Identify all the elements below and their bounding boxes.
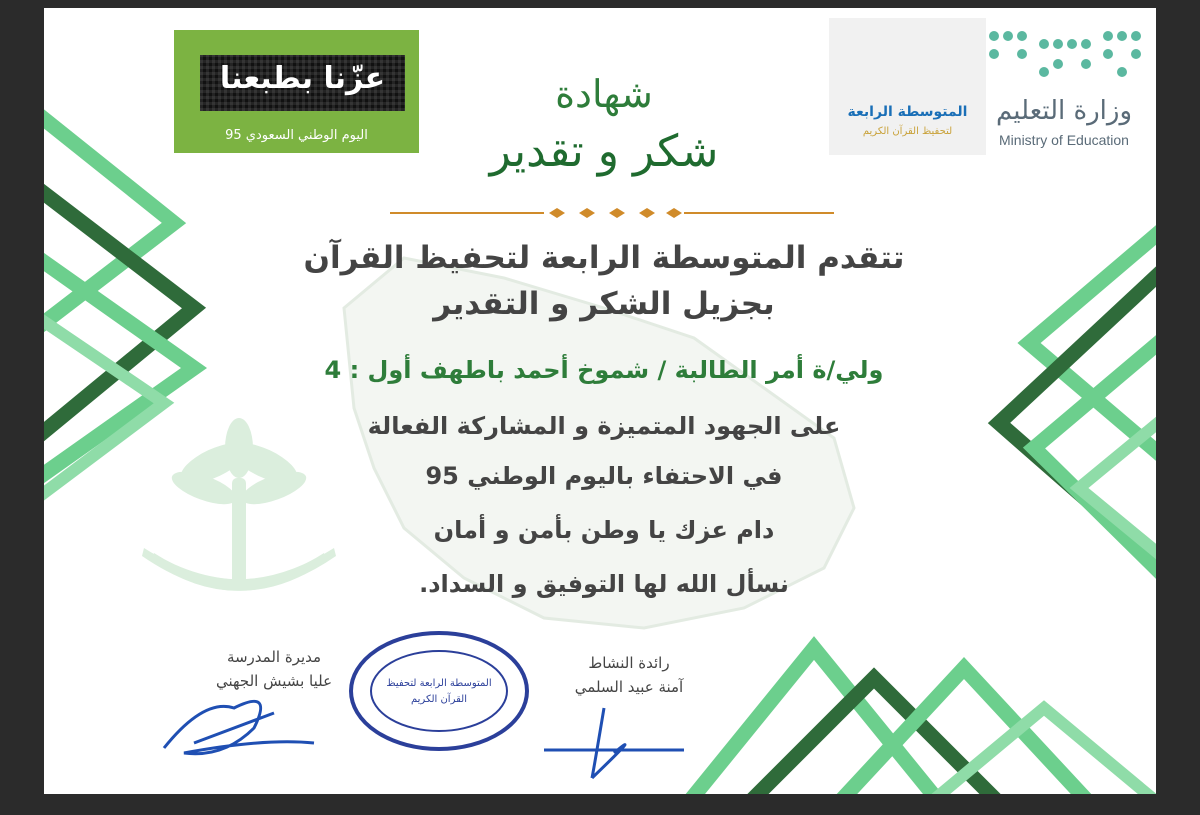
ministry-name-en: Ministry of Education [999, 132, 1129, 148]
intro-line-1: تتقدم المتوسطة الرابعة لتحفيظ القرآن [303, 240, 905, 276]
certificate-title: شهادة [555, 72, 653, 116]
ministry-dots-icon [989, 31, 1141, 77]
palm-swords-emblem [142, 418, 336, 591]
right-chevron-4 [1079, 408, 1156, 568]
school-logo-sub: لتحفيظ القرآن الكريم [862, 126, 953, 137]
principal-title: مديرة المدرسة [226, 648, 322, 666]
principal-signature [164, 701, 314, 753]
wish-line-2: نسأل الله لها التوفيق و السداد. [419, 570, 789, 598]
intro-line-2: بجزيل الشكر و التقدير [433, 286, 775, 322]
divider-ornament [390, 208, 834, 218]
activity-signature [544, 708, 684, 778]
certificate-subtitle: شكر و تقدير [489, 126, 719, 177]
principal-name: عليا بشيش الجهني [215, 672, 333, 690]
svg-text:المتوسطة الرابعة لتحفيظ: المتوسطة الرابعة لتحفيظ [386, 678, 492, 689]
badge-title: عزّنا بطبعنا [219, 61, 386, 96]
svg-text:القرآن الكريم: القرآن الكريم [410, 694, 468, 705]
school-logo-name: المتوسطة الرابعة [847, 104, 968, 120]
recipient-line: ولي/ة أمر الطالبة / شموخ أحمد باطهف أول : 4 [324, 356, 884, 384]
certificate [44, 8, 1156, 794]
wish-line-1: دام عزك يا وطن بأمن و أمان [433, 516, 775, 544]
reason-line-1: على الجهود المتميزة و المشاركة الفعالة [367, 412, 841, 440]
reason-line-2: في الاحتفاء باليوم الوطني 95 [425, 462, 783, 490]
official-stamp [351, 633, 527, 749]
activity-title: رائدة النشاط [588, 654, 670, 672]
activity-name: آمنة عبيد السلمي [574, 678, 684, 696]
ministry-name-ar: وزارة التعليم [995, 96, 1133, 126]
badge-subtitle: اليوم الوطني السعودي 95 [225, 128, 368, 143]
